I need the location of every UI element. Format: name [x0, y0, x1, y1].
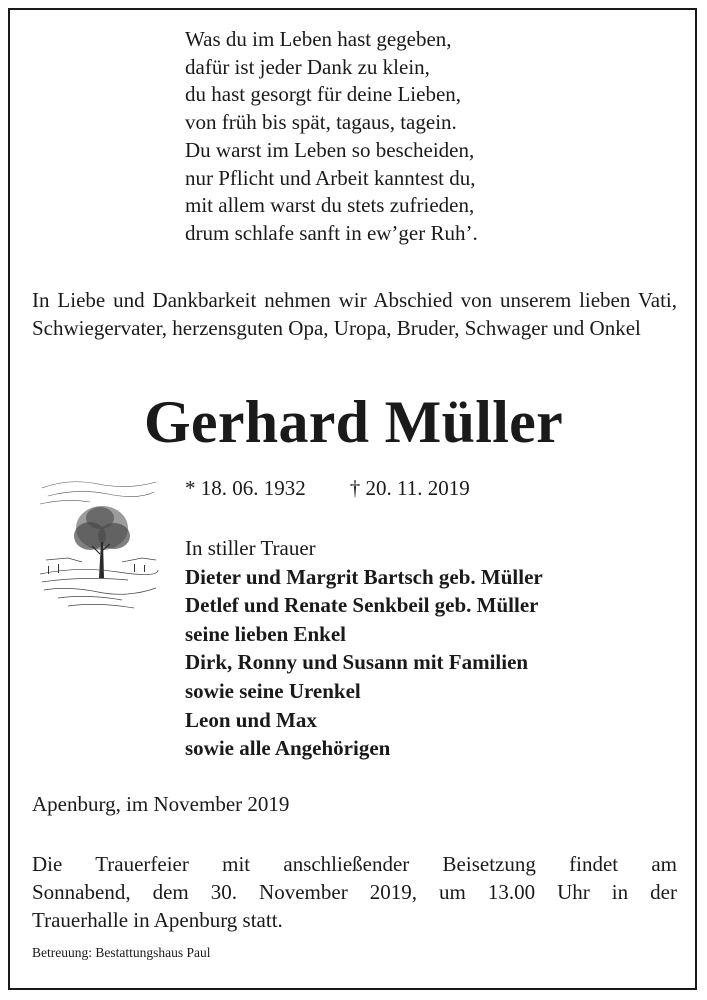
poem-line: dafür ist jeder Dank zu klein,: [185, 54, 430, 79]
service-line: Trauerhalle in Apenburg statt.: [32, 908, 283, 932]
place-date: Apenburg, im November 2019: [32, 792, 290, 816]
funeral-home-credit: Betreuung: Bestattungshaus Paul: [32, 945, 211, 960]
mourner-line: Dirk, Ronny und Susann mit Familien: [185, 650, 529, 675]
poem-line: Was du im Leben hast gegeben,: [185, 27, 452, 51]
mourning-heading: In stiller Trauer: [185, 536, 316, 560]
service-notice: [32, 850, 677, 934]
mourner-line: Leon und Max: [185, 707, 317, 732]
service-line: Sonnabend, dem 30. November 2019, um 13.00 Uhr in der: [32, 880, 677, 904]
poem-line: mit allem warst du stets zufrieden,: [185, 193, 475, 218]
poem: [185, 26, 478, 248]
poem-line: nur Pflicht und Arbeit kanntest du,: [185, 165, 476, 190]
mourner-line: sowie alle Angehörigen: [185, 736, 391, 761]
intro-text: In Liebe und Dankbarkeit nehmen wir Abschied von unserem lieben Vati, Schwiegervater, herzensguten Opa, Uropa, Bruder, Schwager und Onkel: [32, 288, 677, 340]
mourner-line: Detlef und Renate Senkbeil geb. Müller: [185, 593, 539, 618]
death-date: † 20. 11. 2019: [349, 476, 470, 500]
poem-line: drum schlafe sanft in ew’ger Ruh’.: [185, 220, 478, 245]
mourner-line: sowie seine Urenkel: [185, 678, 361, 703]
poem-line: du hast gesorgt für deine Lieben,: [185, 82, 462, 107]
tree-landscape-illustration: [38, 470, 160, 620]
mourner-line: seine lieben Enkel: [185, 621, 347, 646]
mourners-block: [185, 534, 543, 763]
service-line: Die Trauerfeier mit anschließender Beisetzung findet am: [32, 852, 677, 876]
poem-line: Du warst im Leben so bescheiden,: [185, 137, 475, 162]
birth-date: * 18. 06. 1932: [185, 476, 306, 500]
poem-line: von früh bis spät, tagaus, tagein.: [185, 110, 457, 135]
life-dates: [185, 474, 470, 502]
mourner-line: Dieter und Margrit Bartsch geb. Müller: [185, 564, 543, 589]
deceased-name: Gerhard Müller: [143, 389, 564, 455]
